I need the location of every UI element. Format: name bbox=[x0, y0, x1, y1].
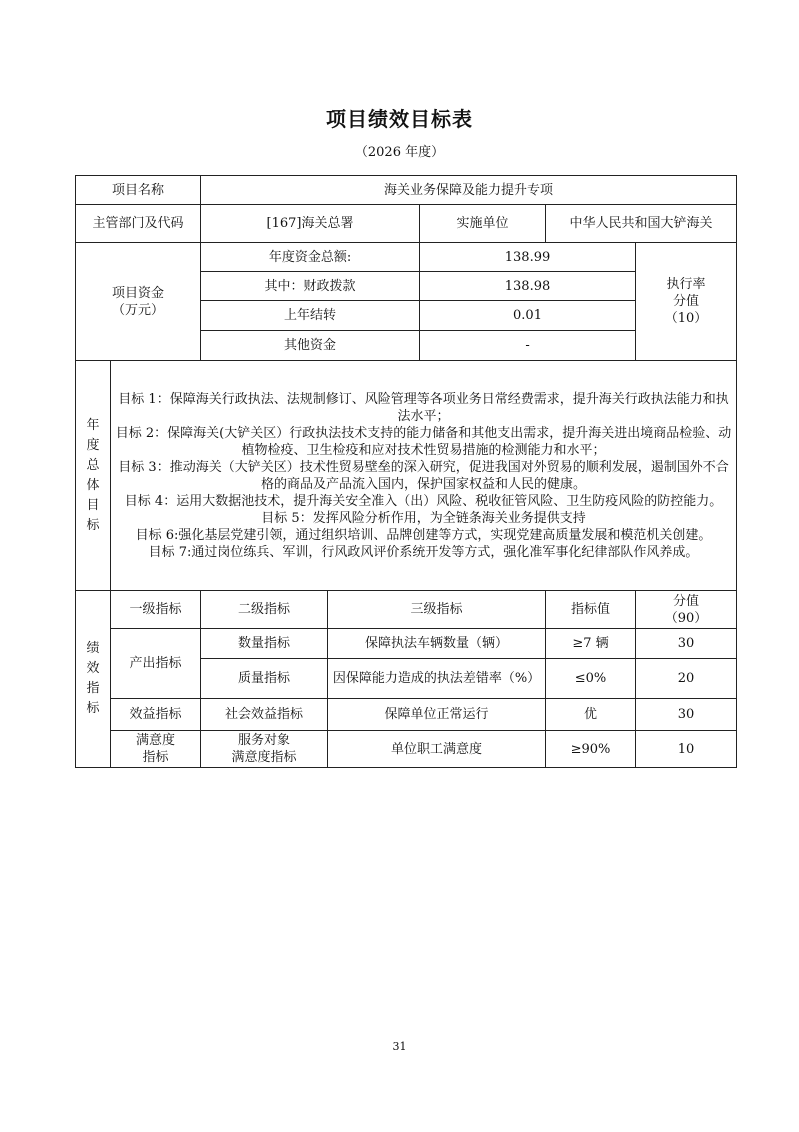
project-name-value: 海关业务保障及能力提升专项 bbox=[201, 176, 737, 205]
exec-rate-label: 执行率 分值 （10） bbox=[636, 243, 737, 361]
goals-label: 年度总体目标 bbox=[86, 417, 100, 533]
dept-row bbox=[76, 205, 737, 243]
fund-fiscal-value: 138.98 bbox=[420, 272, 636, 301]
goal-item: 目标 4：运用大数据池技术，提升海关安全准入（出）风险、税收征管风险、卫生防疫风险的防控能力。 bbox=[124, 493, 723, 509]
level2-cell: 数量指标 bbox=[201, 629, 328, 659]
dept-label: 主管部门及代码 bbox=[76, 205, 201, 243]
year-note: （2026 年度） bbox=[354, 145, 445, 160]
header-level2: 二级指标 bbox=[201, 591, 328, 629]
indicators-label: 绩效指标 bbox=[86, 641, 100, 716]
fund-total-label: 年度资金总额: bbox=[201, 243, 420, 272]
table-row bbox=[76, 731, 737, 768]
fund-fiscal-label: 其中：财政拨款 bbox=[201, 272, 420, 301]
level3-cell: 保障单位正常运行 bbox=[328, 699, 546, 731]
fund-carryover-label: 上年结转 bbox=[201, 301, 420, 331]
goal-item: 目标 1：保障海关行政执法、法规制修订、风险管理等各项业务日常经费需求，提升海关行政执法能力和执法水平； bbox=[118, 391, 729, 424]
value-cell: ≥7 辆 bbox=[546, 629, 636, 659]
fund-total-value: 138.99 bbox=[420, 243, 636, 272]
value-cell: ≤0% bbox=[546, 659, 636, 699]
level3-cell: 因保障能力造成的执法差错率（%） bbox=[328, 659, 546, 699]
goal-item: 目标 6:强化基层党建引领，通过组织培训、品牌创建等方式，实现党建高质量发展和模范机关创建。 bbox=[135, 527, 712, 543]
performance-table bbox=[75, 175, 737, 768]
table-row bbox=[76, 629, 737, 659]
score-cell: 30 bbox=[636, 629, 737, 659]
unit-label: 实施单位 bbox=[420, 205, 546, 243]
fund-other-value: - bbox=[420, 331, 636, 361]
goals-cell bbox=[111, 361, 737, 591]
goals-label-cell bbox=[76, 361, 111, 591]
page-number: 31 bbox=[392, 1040, 407, 1053]
project-name-label: 项目名称 bbox=[76, 176, 201, 205]
level3-cell: 保障执法车辆数量（辆） bbox=[328, 629, 546, 659]
score-cell: 10 bbox=[636, 731, 737, 768]
level1-cell: 满意度 指标 bbox=[111, 731, 201, 768]
level1-cell: 产出指标 bbox=[111, 629, 201, 699]
project-name-row bbox=[76, 176, 737, 205]
indicator-header-row bbox=[76, 591, 737, 629]
goals-row bbox=[76, 361, 737, 591]
value-cell: ≥90% bbox=[546, 731, 636, 768]
goal-item: 目标 7:通过岗位练兵、军训，行风政风评价系统开发等方式，强化准军事化纪律部队作风养成。 bbox=[148, 544, 699, 560]
level2-cell: 社会效益指标 bbox=[201, 699, 328, 731]
level1-cell: 效益指标 bbox=[111, 699, 201, 731]
fund-total-row bbox=[76, 243, 737, 272]
header-level1: 一级指标 bbox=[111, 591, 201, 629]
dept-value: [167]海关总署 bbox=[201, 205, 420, 243]
level3-cell: 单位职工满意度 bbox=[328, 731, 546, 768]
header-value: 指标值 bbox=[546, 591, 636, 629]
goal-item: 目标 2：保障海关(大铲关区）行政执法技术支持的能力储备和其他支出需求，提升海关进出境商品检验、动植物检疫、卫生检疫和应对技术性贸易措施的检测能力和水平； bbox=[115, 425, 732, 458]
funds-label: 项目资金 （万元） bbox=[76, 243, 201, 361]
indicators-label-cell bbox=[76, 591, 111, 768]
goal-item: 目标 3：推动海关（大铲关区）技术性贸易壁垒的深入研究，促进我国对外贸易的顺利发展，遏制国外不合格的商品及产品流入国内，保护国家权益和人民的健康。 bbox=[118, 459, 729, 492]
value-cell: 优 bbox=[546, 699, 636, 731]
level2-cell: 服务对象 满意度指标 bbox=[201, 731, 328, 768]
unit-value: 中华人民共和国大铲海关 bbox=[546, 205, 737, 243]
goal-item: 目标 5：发挥风险分析作用，为全链条海关业务提供支持 bbox=[261, 510, 586, 526]
level2-cell: 质量指标 bbox=[201, 659, 328, 699]
table-row bbox=[76, 699, 737, 731]
score-cell: 30 bbox=[636, 699, 737, 731]
header-score: 分值 （90） bbox=[636, 591, 737, 629]
score-cell: 20 bbox=[636, 659, 737, 699]
fund-other-label: 其他资金 bbox=[201, 331, 420, 361]
header-level3: 三级指标 bbox=[328, 591, 546, 629]
fund-carryover-value: 0.01 bbox=[420, 301, 636, 331]
page-title: 项目绩效目标表 bbox=[326, 107, 473, 131]
